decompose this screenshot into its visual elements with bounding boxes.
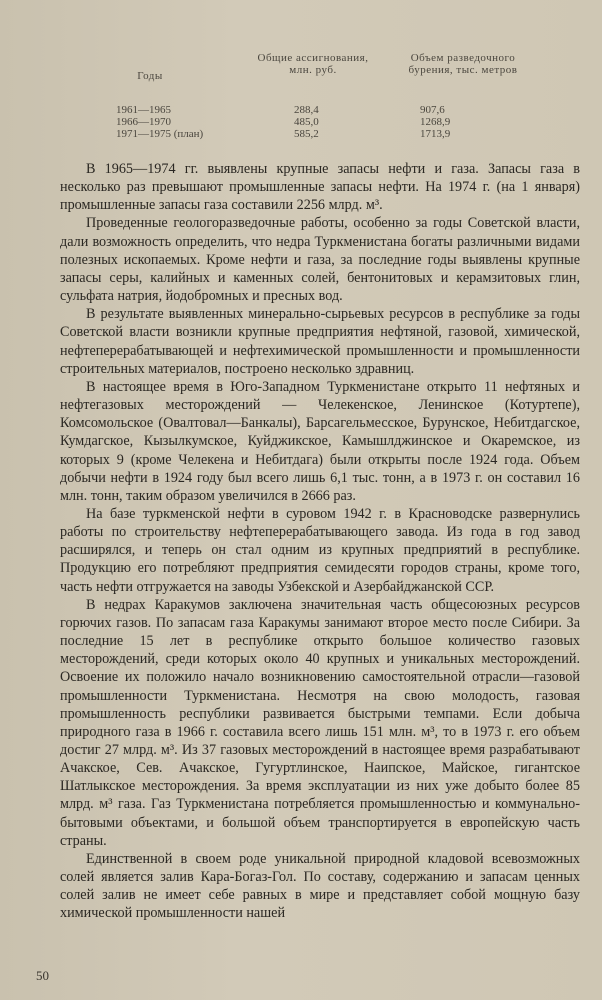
- statistics-table: [108, 52, 548, 140]
- table-row: [108, 128, 548, 140]
- paragraph: В настоящее время в Юго-Западном Туркменистане открыто 11 нефтяных и нефтегазовых месторождений — Челекенское, Ленинское (Котуртепе), Комсомольское (Овалтовал—Банкалы), Барсагельмесское, Бурунское, Небитдагское, Кумдагское, Кызылкумское, Куйджикское, Камышлджинское и Окаремское, из которых 9 (кроме Челекена и Небитдага) были открыты после 1924 года. Объем добычи нефти в 1924 году был всего лишь 6,1 тыс. тонн, а в 1973 г. он составил 16 млн. тонн, таким образом увеличился в 2666 раз.: [60, 378, 580, 504]
- cell-drilling: 1268,9: [420, 116, 451, 128]
- cell-drilling: 907,6: [420, 104, 445, 116]
- paragraph: Проведенные геологоразведочные работы, особенно за годы Советской власти, дали возможность определить, что недра Туркменистана богаты различными видами полезных ископаемых. Кроме нефти и газа, за последние годы выявлены крупные запасы серы, калийных и каменных солей, бентонитовых и керамзитовых глин, сульфата натрия, йодобромных и пресных вод.: [60, 215, 580, 305]
- table-row: [108, 104, 548, 116]
- table-body: [108, 104, 548, 140]
- body-text: [60, 160, 580, 923]
- cell-allocations: 288,4: [294, 104, 319, 116]
- paragraph: Единственной в своем роде уникальной природной кладовой всевозможных солей является залив Кара-Богаз-Гол. По составу, содержанию и запасам ценных солей залив не имеет себе равных в мире и представляет собой мощную базу химической промышленности нашей: [60, 850, 580, 922]
- cell-period: 1971—1975 (план): [116, 128, 204, 140]
- header-allocations: Общие ассигнования, млн. руб.: [257, 52, 369, 76]
- paragraph: В результате выявленных минерально-сырьевых ресурсов в республике за годы Советской власти возникли крупные предприятия нефтяной, газовой, химической, нефтеперерабатывающей и нефтехимической промышленности и промышленности строительных материалов, построено несколько здравниц.: [60, 306, 580, 377]
- table-header: [108, 52, 548, 92]
- header-years: Годы: [137, 70, 163, 82]
- cell-allocations: 585,2: [294, 128, 319, 140]
- cell-allocations: 485,0: [294, 116, 319, 128]
- cell-period: 1961—1965: [116, 104, 171, 116]
- header-drilling: Объем разведочного бурения, тыс. метров: [408, 52, 518, 76]
- table-row: [108, 116, 548, 128]
- cell-drilling: 1713,9: [420, 128, 451, 140]
- page-number: 50: [36, 968, 49, 983]
- paragraph: В недрах Каракумов заключена значительная часть общесоюзных ресурсов горючих газов. По запасам газа Каракумы занимают второе место после Сибири. За последние 15 лет в республике открыто большое количество газовых месторождений, среди которых около 40 крупных и уникальных месторождений. Освоение их положило начало возникновению самостоятельной отрасли—газовой промышленности Туркменистана. Несмотря на свою молодость, газовая промышленность республики развивается быстрыми темпами. Если добыча природного газа в 1966 г. составила всего лишь 151 млн. м³, то в 1973 г. его объем достиг 27 млрд. м³. Из 37 газовых месторождений в настоящее время разрабатывают Ачакское, Сев. Ачакское, Гугуртлинское, Наипское, Майское, гигантское Шатлыкское месторождения. За время эксплуатации из них уже добыто более 85 млрд. м³ газа. Газ Туркменистана потребляется промышленностью и коммунально-бытовыми объектами, и большой объем транспортируется в европейскую часть страны.: [60, 596, 580, 849]
- paragraph: На базе туркменской нефти в суровом 1942 г. в Красноводске развернулись работы по строительству нефтеперерабатывающего завода. Из года в год завод расширялся, и теперь он стал одним из крупных предприятий в республике. Продукцию его потребляют предприятия семидесяти городов страны, кроме того, часть нефти отгружается на заводы Узбекской и Азербайджанской ССР.: [60, 505, 580, 595]
- paragraph: В 1965—1974 гг. выявлены крупные запасы нефти и газа. Запасы газа в несколько раз превышают промышленные запасы нефти. На 1974 г. (на 1 января) промышленные запасы газа составили 2256 млрд. м³.: [60, 161, 580, 214]
- cell-period: 1966—1970: [116, 116, 171, 128]
